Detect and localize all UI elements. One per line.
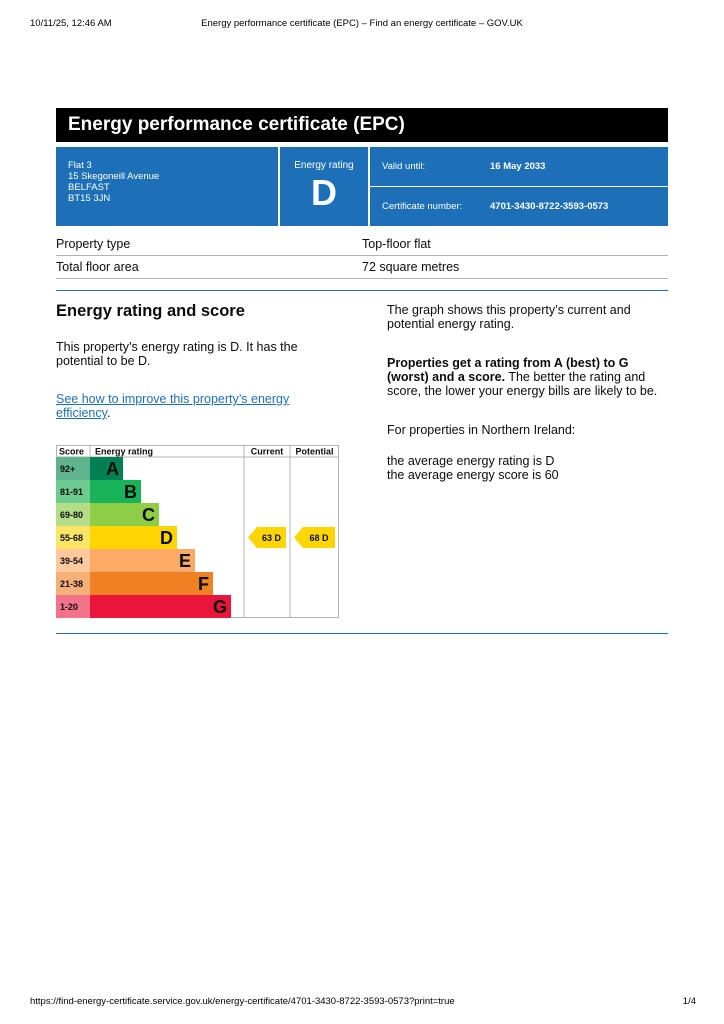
property-type-value: Top-floor flat [362,237,431,251]
chart-band-bar [90,572,213,595]
chart-header-potential: Potential [295,446,334,457]
certificate-meta [370,147,668,226]
floor-area-label: Total floor area [56,260,139,274]
energy-rating-value: D [311,172,337,213]
address-line-3: BELFAST [68,182,110,193]
chart-band-letter: D [160,528,173,548]
energy-rating-box [280,147,368,226]
property-type-row [56,233,668,256]
chart-band-range-label: 39-54 [60,556,84,566]
chart-band-letter: B [124,482,137,502]
print-datetime: 10/11/25, 12:46 AM [30,18,112,29]
chart-header-rating: Energy rating [95,446,154,457]
improve-link-suffix: . [106,406,111,420]
rating-scale-note [387,356,672,398]
avg-score: the average energy score is 60 [387,468,559,482]
section-divider-top [56,290,668,291]
chart-header-current: Current [250,446,284,457]
rating-intro: This property’s energy rating is D. It has the potential to be D. [56,340,298,368]
valid-until-row [370,147,668,186]
chart-band-range-label: 92+ [60,464,76,474]
chart-band-range-label: 21-38 [60,579,84,589]
graph-note: The graph shows this property’s current and potential energy rating. [387,303,631,331]
section-heading: Energy rating and score [56,302,245,320]
valid-until-value: 16 May 2033 [490,161,546,172]
chart-header-score: Score [59,446,85,457]
epc-summary-panel [56,147,668,226]
chart-current-label: 63 D [261,533,282,543]
certificate-number-row [370,187,668,226]
chart-band-range-label: 1-20 [60,602,79,612]
print-url: https://find-energy-certificate.service.gov.uk/energy-certificate/4701-3430-8722-3593-0573?print=true [30,996,455,1007]
address-line-1: Flat 3 [68,160,92,171]
energy-rating-label: Energy rating [294,160,354,171]
improve-efficiency-link[interactable]: See how to improve this property’s energy efficiency [56,392,290,420]
print-page-title: Energy performance certificate (EPC) – Find an energy certificate – GOV.UK [201,18,523,29]
chart-potential-label: 68 D [309,533,329,543]
property-type-label: Property type [56,237,131,251]
print-header [0,0,724,40]
ni-intro: For properties in Northern Ireland: [387,423,576,437]
print-page-number: 1/4 [682,996,696,1007]
certificate-number-label: Certificate number: [382,201,463,212]
chart-band-range-label: 81-91 [60,487,84,497]
chart-band-letter: A [106,459,119,479]
rating-scale-bold: Properties get a rating from A (best) to G (worst) and a score. [387,356,629,384]
chart-band-range-label: 55-68 [60,533,84,543]
section-divider-bottom [56,633,668,634]
chart-band-bar [90,595,231,618]
chart-band-letter: E [178,551,191,571]
avg-rating: the average energy rating is D [387,454,555,468]
address-line-2: 15 Skegoneill Avenue [68,171,160,182]
property-address [56,147,278,226]
chart-band-letter: F [198,574,209,594]
address-line-4: BT15 3JN [68,193,111,204]
chart-band-letter: G [212,597,227,617]
certificate-number-value: 4701-3430-8722-3593-0573 [490,201,609,212]
energy-rating-chart [56,445,339,618]
chart-band-letter: C [142,505,155,525]
improve-link-para [56,392,306,420]
page-title: Energy performance certificate (EPC) [56,108,668,142]
valid-until-label: Valid until: [382,161,426,172]
chart-band-range-label: 69-80 [60,510,84,520]
rating-scale-rest: The better the rating and score, the lower your energy bills are likely to be. [387,370,658,398]
floor-area-row [56,256,668,279]
floor-area-value: 72 square metres [362,260,460,274]
